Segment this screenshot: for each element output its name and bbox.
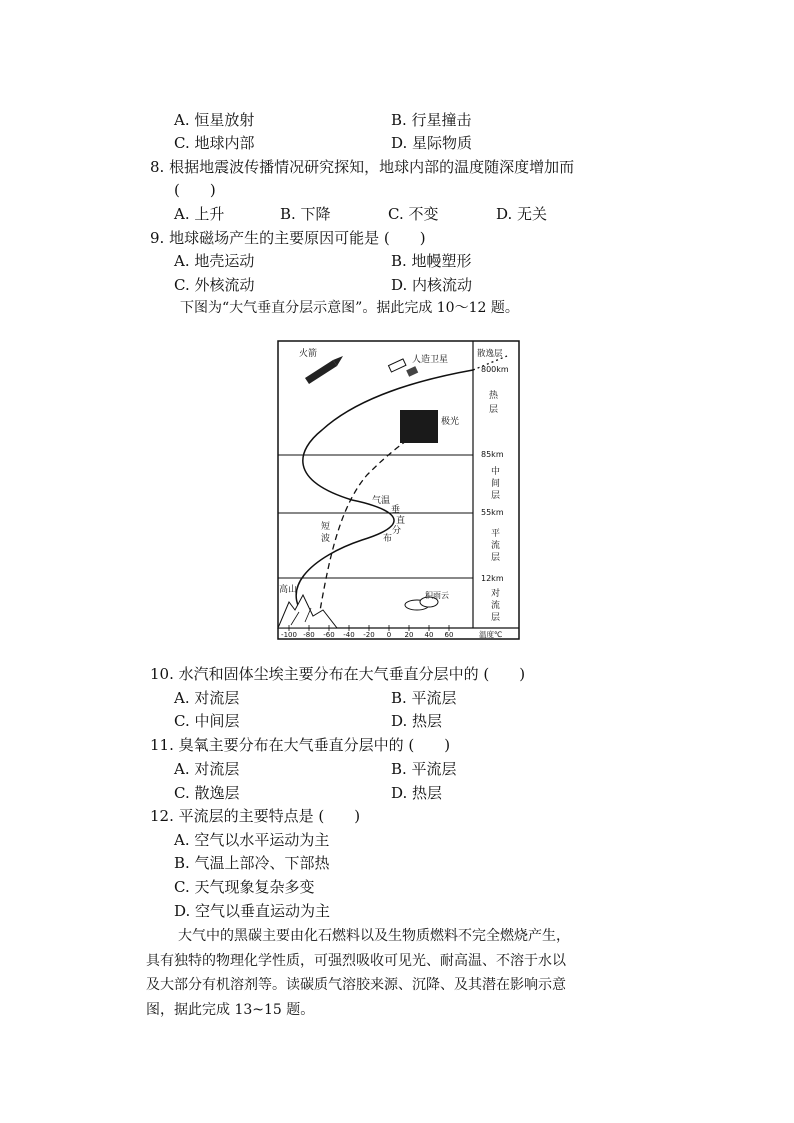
height-12km: 12km bbox=[481, 574, 504, 583]
axis-tick-label: 0 bbox=[386, 631, 392, 639]
q8-option-a: A. 上升 bbox=[174, 205, 225, 223]
height-800km: 800km bbox=[481, 365, 509, 374]
layer-thermosphere-2: 层 bbox=[489, 405, 499, 415]
q12-option-b: B. 气温上部冷、下部热 bbox=[174, 854, 330, 872]
label-temp-curve-1: 气温 bbox=[372, 496, 391, 506]
q10-option-a: A. 对流层 bbox=[174, 689, 240, 707]
label-temp-curve-4: 分 bbox=[392, 526, 402, 536]
q11-option-b: B. 平流层 bbox=[391, 760, 457, 778]
q7-option-d: D. 星际物质 bbox=[391, 134, 473, 152]
layer-mesosphere-3: 层 bbox=[491, 491, 501, 501]
q10-option-d: D. 热层 bbox=[391, 712, 443, 730]
q11-option-d: D. 热层 bbox=[391, 784, 443, 802]
q8-option-c: C. 不变 bbox=[388, 205, 439, 223]
q7-option-a: A. 恒星放射 bbox=[174, 111, 255, 129]
axis-tick-label: 20 bbox=[404, 631, 414, 639]
mountain-icon bbox=[278, 595, 337, 628]
layer-mesosphere-2: 间 bbox=[491, 479, 501, 489]
q11-stem: 11. 臭氧主要分布在大气垂直分层中的 ( ) bbox=[150, 736, 451, 754]
label-rocket: 火箭 bbox=[299, 349, 318, 359]
q12-stem: 12. 平流层的主要特点是 ( ) bbox=[150, 807, 361, 825]
axis-tick-label: -80 bbox=[303, 631, 315, 639]
layer-stratosphere-1: 平 bbox=[491, 529, 501, 539]
q12-option-d: D. 空气以垂直运动为主 bbox=[174, 902, 331, 920]
label-cloud: 积雨云 bbox=[425, 591, 449, 600]
label-shortwave-1: 短 bbox=[321, 522, 331, 532]
q11-option-c: C. 散逸层 bbox=[174, 784, 240, 802]
q8-option-b: B. 下降 bbox=[280, 205, 331, 223]
height-55km: 55km bbox=[481, 508, 504, 517]
axis-tick-label: 60 bbox=[444, 631, 454, 639]
intro-13-15 bbox=[146, 924, 608, 1022]
layer-exosphere: 散逸层 bbox=[477, 349, 503, 359]
axis-tick-label: 40 bbox=[424, 631, 434, 639]
aurora-image bbox=[400, 410, 438, 443]
intro-13-15-line-1: 大气中的黑碳主要由化石燃料以及生物质燃料不完全燃烧产生， bbox=[178, 928, 570, 944]
height-85km: 85km bbox=[481, 450, 504, 459]
axis-label-temperature: 温度℃ bbox=[479, 630, 503, 639]
intro-13-15-line-3: 及大部分有机溶剂等。读碳质气溶胶来源、沉降、及其潜在影响示意 bbox=[146, 977, 566, 993]
layer-troposphere-2: 流 bbox=[491, 601, 501, 611]
q10-option-b: B. 平流层 bbox=[391, 689, 457, 707]
layer-stratosphere-2: 流 bbox=[491, 541, 501, 551]
label-temp-curve-5: 布 bbox=[383, 534, 393, 544]
label-satellite: 人造卫星 bbox=[412, 355, 449, 365]
q7-option-b: B. 行星撞击 bbox=[391, 111, 472, 129]
q8-stem: 8. 根据地震波传播情况研究探知，地球内部的温度随深度增加而 bbox=[150, 158, 575, 176]
q12-option-a: A. 空气以水平运动为主 bbox=[174, 831, 330, 849]
q9-option-b: B. 地幔塑形 bbox=[391, 252, 472, 270]
q9-option-a: A. 地壳运动 bbox=[174, 252, 255, 270]
label-temp-curve-2: 垂 bbox=[391, 505, 401, 515]
axis-tick-label: -20 bbox=[363, 631, 375, 639]
q10-stem: 10. 水汽和固体尘埃主要分布在大气垂直分层中的 ( ) bbox=[150, 665, 526, 683]
label-shortwave-2: 波 bbox=[321, 534, 331, 544]
axis-tick-label: -40 bbox=[343, 631, 355, 639]
figure-frame bbox=[278, 341, 519, 639]
axis-tick-label: -60 bbox=[323, 631, 335, 639]
layer-troposphere-1: 对 bbox=[491, 589, 501, 599]
label-temp-curve-3: 直 bbox=[396, 516, 406, 526]
layer-thermosphere-1: 热 bbox=[489, 391, 499, 401]
q12-option-c: C. 天气现象复杂多变 bbox=[174, 878, 315, 896]
q8-option-d: D. 无关 bbox=[496, 205, 548, 223]
intro-13-15-line-2: 具有独特的物理化学性质，可强烈吸收可见光、耐高温、不溶于水以 bbox=[146, 952, 566, 969]
axis-tick-label: -100 bbox=[281, 631, 297, 639]
shortwave-curve bbox=[317, 430, 422, 628]
q9-stem: 9. 地球磁场产生的主要原因可能是 ( ) bbox=[150, 229, 426, 247]
q7-option-c: C. 地球内部 bbox=[174, 134, 255, 152]
layer-stratosphere-3: 层 bbox=[491, 553, 501, 563]
atmosphere-layer-diagram bbox=[277, 340, 520, 640]
layer-mesosphere-1: 中 bbox=[491, 467, 501, 477]
label-aurora: 极光 bbox=[441, 417, 460, 427]
q10-option-c: C. 中间层 bbox=[174, 712, 240, 730]
q9-option-d: D. 内核流动 bbox=[391, 276, 473, 294]
q8-answer-paren: ( ) bbox=[174, 181, 216, 199]
label-mountain: 高山 bbox=[279, 585, 298, 595]
q11-option-a: A. 对流层 bbox=[174, 760, 240, 778]
layer-troposphere-3: 层 bbox=[491, 613, 501, 623]
intro-10-12: 下图为“大气垂直分层示意图”。据此完成 10～12 题。 bbox=[180, 300, 519, 316]
q9-option-c: C. 外核流动 bbox=[174, 276, 255, 294]
intro-13-15-line-4: 图，据此完成 13~15 题。 bbox=[146, 1001, 315, 1018]
rocket-icon bbox=[305, 356, 343, 384]
